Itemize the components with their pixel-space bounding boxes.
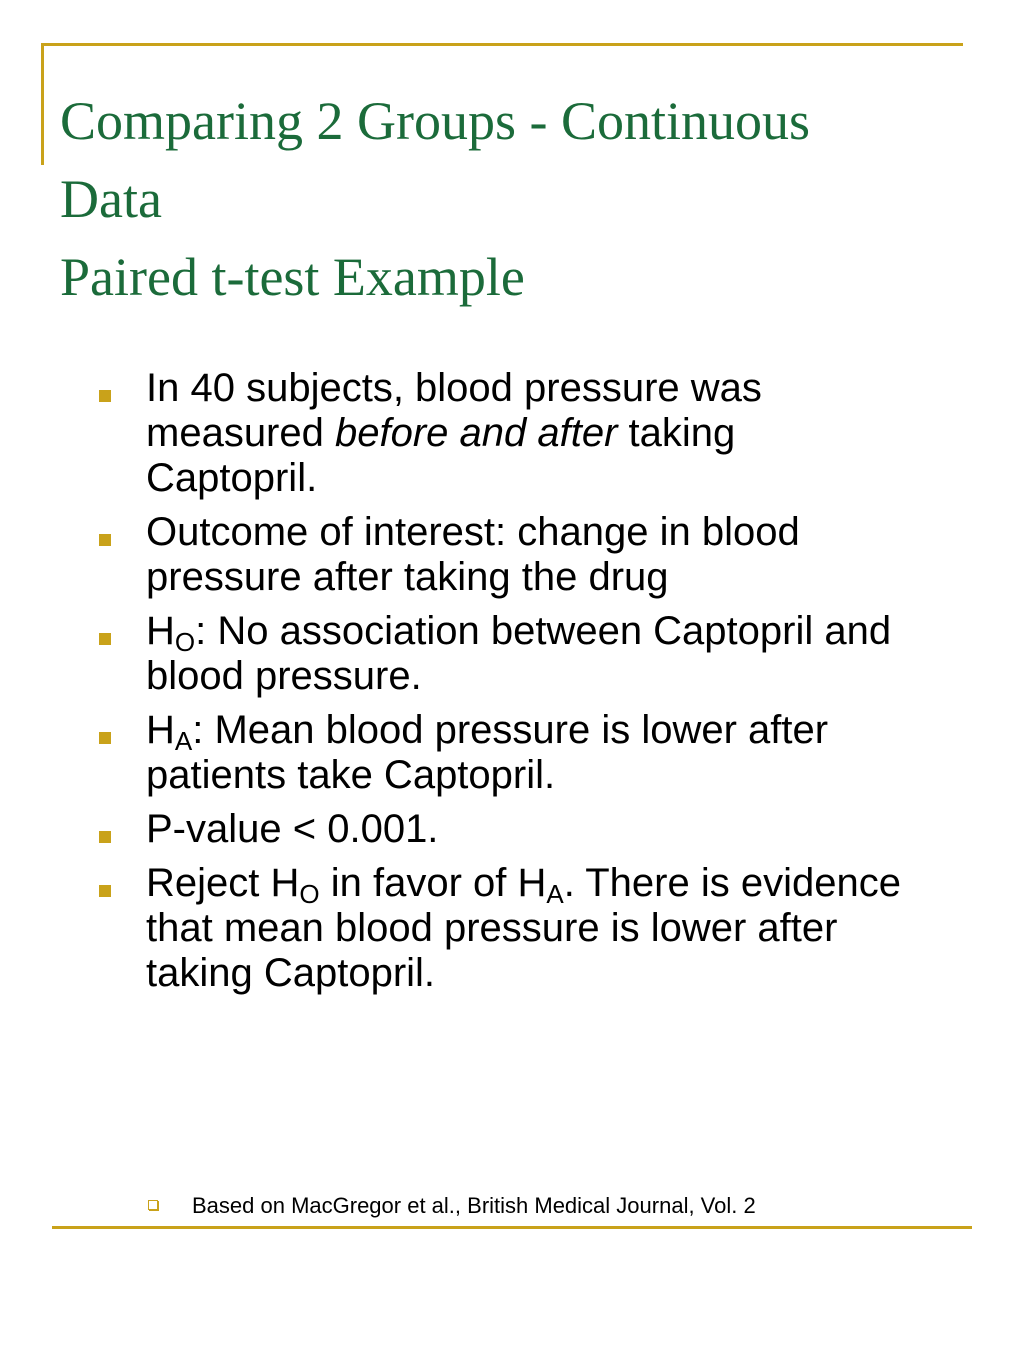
bullet-item: $H_O$: No association between Captopril and blood pressure. bbox=[96, 609, 906, 699]
top-left-vertical-rule bbox=[41, 44, 44, 165]
bullet-item: $H_A$: Mean blood pressure is lower after patients take Captopril. bbox=[96, 708, 906, 798]
footnote bbox=[148, 1193, 756, 1219]
bullet-square-icon bbox=[99, 831, 111, 843]
bottom-horizontal-rule bbox=[52, 1226, 972, 1229]
hollow-square-bullet-icon bbox=[148, 1200, 158, 1210]
bullet-list bbox=[96, 366, 906, 1005]
bullet-square-icon bbox=[99, 633, 111, 645]
bullet-square-icon bbox=[99, 885, 111, 897]
emphasis-text: before and after bbox=[334, 411, 618, 455]
bullet-item: In 40 subjects, blood pressure was measured before and after taking Captopril. bbox=[96, 366, 906, 501]
title-line-2: Data bbox=[60, 169, 162, 229]
bullet-square-icon bbox=[99, 534, 111, 546]
title-line-3: Paired t-test Example bbox=[60, 247, 525, 307]
bullet-item: P-value < 0.001. bbox=[96, 807, 906, 852]
footnote-text: Based on MacGregor et al., British Medical Journal, Vol. 2 bbox=[192, 1193, 756, 1218]
bullet-square-icon bbox=[99, 390, 111, 402]
slide-title bbox=[60, 82, 1000, 316]
bullet-item: Outcome of interest: change in blood pressure after taking the drug bbox=[96, 510, 906, 600]
title-line-1: Comparing 2 Groups - Continuous bbox=[60, 91, 810, 151]
bullet-square-icon bbox=[99, 732, 111, 744]
bullet-item: Reject $H_O$ in favor of $H_A$. There is evidence that mean blood pressure is lower after taking Captopril. bbox=[96, 861, 906, 996]
top-horizontal-rule bbox=[41, 43, 963, 46]
